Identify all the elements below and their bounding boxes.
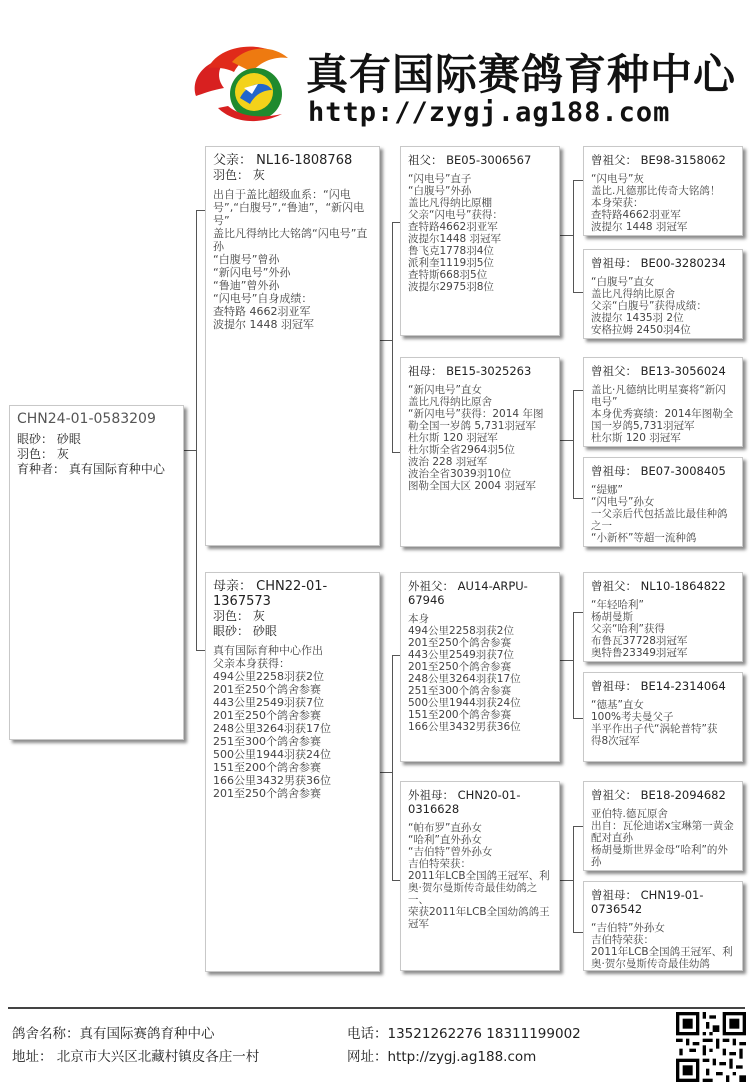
dam-eye-sign: 眼砂： 砂眼 bbox=[213, 624, 277, 638]
center-name-title: 真有国际赛鸽育种中心 bbox=[306, 50, 737, 99]
connector bbox=[392, 880, 400, 881]
grandparent-notes: 本身 494公里2258羽获2位 201至250个鸽舍参赛 443公里2549羽获7位 201至250个鸽舍参赛 248公里3264羽获17位 251至300个鸽舍参赛 500公里1944羽获24位 151至200个鸽舍参赛 166公里3432男获36位 bbox=[408, 613, 521, 733]
website-link[interactable]: 网址：http://zygj.ag188.com bbox=[347, 1049, 537, 1065]
great-grandparent-ring-number: 曾祖母： BE07-3008405 bbox=[591, 464, 726, 478]
grandparent-notes: “帕布罗”直孙女 “哈利”直外孙女 “吉伯特”曾外孙女 吉伯特荣获： 2011年LCB全国鸽王冠军、利奥·贺尔曼斯传奇最佳幼鸽之一、 荣获2011年LCB全国幼鸽鸽王冠军 bbox=[408, 822, 550, 930]
connector bbox=[392, 452, 400, 453]
grandparent-ring-number: 外祖母： CHN20-01-0316628 bbox=[408, 788, 521, 816]
great-grandparent-card bbox=[583, 357, 743, 447]
dove-logo bbox=[188, 38, 300, 128]
connector bbox=[573, 718, 583, 719]
maternal-grandsire-card bbox=[400, 572, 560, 762]
great-grandparent-card bbox=[583, 146, 743, 236]
grandparent-notes: “闪电号”直子 “白腹号”外孙 盖比凡得纳比原棚 父亲“闪电号”获得： 查特路4662羽亚军 波提尔1448 羽冠军 鲁飞克1778羽4位 派利奎1119羽5位 查特斯668羽5位 波提尔2975羽8位 bbox=[408, 173, 503, 293]
connector bbox=[573, 390, 574, 498]
connector bbox=[573, 612, 583, 613]
great-grandparent-card bbox=[583, 881, 743, 971]
connector bbox=[184, 450, 196, 451]
qr-code-icon bbox=[676, 1012, 746, 1082]
connector bbox=[573, 932, 583, 933]
connector bbox=[573, 826, 583, 827]
connector bbox=[392, 222, 400, 223]
connector bbox=[380, 340, 392, 341]
connector bbox=[560, 235, 573, 236]
phone-numbers: 电话：13521262276 18311199002 bbox=[347, 1026, 581, 1042]
website-url-heading: http://zygj.ag188.com bbox=[308, 97, 671, 128]
great-grandparent-card bbox=[583, 672, 743, 762]
loft-name: 鸽舍名称：真有国际赛鸽育种中心 bbox=[12, 1026, 215, 1042]
grandparent-ring-number: 外祖父： AU14-ARPU-67946 bbox=[408, 579, 528, 607]
sire-card bbox=[205, 146, 380, 546]
eye-sign: 眼砂： 砂眼 bbox=[17, 432, 81, 446]
dam-color: 羽色： 灰 bbox=[213, 609, 265, 623]
connector bbox=[392, 222, 393, 452]
sire-notes: 出自于盖比超级血系：“闪电号”,“白腹号”,“鲁迪”，“新闪电号” 盖比凡得纳比大铭鸽“闪电号”直孙 “白腹号”曾孙 “新闪电号”外孙 “鲁迪”曾外孙 “闪电号”自身成绩： 查特路 4662羽亚军 波提尔 1448 羽冠军 bbox=[213, 188, 368, 331]
connector bbox=[392, 655, 393, 880]
great-grandparent-card bbox=[583, 781, 743, 871]
connector bbox=[196, 650, 205, 651]
footer-divider bbox=[8, 1007, 745, 1009]
pigeon-self-card bbox=[9, 405, 184, 740]
great-grandparent-notes: “吉伯特”外孙女 吉伯特荣获： 2011年LCB全国鸽王冠军、利奥·贺尔曼斯传奇最佳幼鸽 bbox=[591, 922, 733, 970]
pigeon-ring-number: CHN24-01-0583209 bbox=[17, 411, 156, 427]
connector bbox=[560, 880, 573, 881]
connector bbox=[573, 826, 574, 932]
great-grandparent-ring-number: 曾祖父： BE98-3158062 bbox=[591, 153, 726, 167]
great-grandparent-ring-number: 曾祖父： NL10-1864822 bbox=[591, 579, 726, 593]
connector bbox=[573, 180, 574, 292]
great-grandparent-notes: “缇娜” “闪电号”孙女 一父亲后代包括盖比最佳种鸽之一 “小新杯”等超一流种鸽 bbox=[591, 484, 728, 544]
great-grandparent-notes: “闪电号”灰 盖比.凡德那比传奇大铭鸽！ 本身荣获： 查特路4662羽亚军 波提尔 1448 羽冠军 bbox=[591, 173, 721, 233]
great-grandparent-notes: 盖比·凡德纳比明星赛将“新闪电号” 本身优秀赛绩：2014年图勒全国一岁鸽5,731羽冠军 杜尔斯 120 羽冠军 bbox=[591, 384, 734, 444]
paternal-granddam-card bbox=[400, 357, 560, 547]
grandparent-ring-number: 祖母： BE15-3025263 bbox=[408, 364, 532, 378]
great-grandparent-ring-number: 曾祖父： BE13-3056024 bbox=[591, 364, 726, 378]
great-grandparent-notes: “德基”直女 100%考夫曼父子 半平作出子代“涡轮普特”获 得8次冠军 bbox=[591, 699, 718, 747]
connector bbox=[573, 390, 583, 391]
dam-ring-number: 母亲： CHN22-01-1367573 bbox=[213, 579, 328, 609]
great-grandparent-notes: “年轻哈利” 杨胡曼斯 父亲“哈利”获得 布鲁瓦37728羽冠军 奥特鲁23349羽冠军 bbox=[591, 599, 688, 659]
connector bbox=[560, 440, 573, 441]
connector bbox=[196, 210, 197, 650]
great-grandparent-notes: “白腹号”直女 盖比凡得纳比原舍 父亲“白腹号”获得成绩： 波提尔 1435羽 2位 安格拉姆 2450羽4位 bbox=[591, 276, 707, 336]
dam-card bbox=[205, 572, 380, 972]
connector bbox=[392, 655, 400, 656]
feather-color: 羽色： 灰 bbox=[17, 447, 69, 461]
connector bbox=[380, 772, 392, 773]
great-grandparent-card bbox=[583, 457, 743, 547]
great-grandparent-card bbox=[583, 572, 743, 662]
grandparent-notes: “新闪电号”直女 盖比凡得纳比原舍 “新闪电号”获得：2014 年图勒全国一岁鸽 5,731羽冠军 杜尔斯 120 羽冠军 杜尔斯全省2964羽5位 波治 228 羽冠军 波治全省3039羽10位 图勒全国大区 2004 羽冠军 bbox=[408, 384, 544, 492]
connector bbox=[560, 660, 573, 661]
great-grandparent-ring-number: 曾祖父： BE18-2094682 bbox=[591, 788, 726, 802]
dam-notes: 真有国际育种中心作出 父亲本身获得： 494公里2258羽获2位 201至250个鸽舍参赛 443公里2549羽获7位 201至250个鸽舍参赛 248公里3264羽获17位 251至300个鸽舍参赛 500公里1944羽获24位 151至200个鸽舍参赛 166公里3432男获36位 201至250个鸽舍参赛 bbox=[213, 644, 331, 800]
connector bbox=[196, 210, 205, 211]
breeder: 育种者： 真有国际育种中心 bbox=[17, 462, 165, 476]
sire-color: 羽色： 灰 bbox=[213, 168, 265, 182]
great-grandparent-ring-number: 曾祖母： BE00-3280234 bbox=[591, 256, 726, 270]
paternal-grandsire-card bbox=[400, 146, 560, 336]
sire-ring-number: 父亲： NL16-1808768 bbox=[213, 153, 353, 168]
connector bbox=[573, 498, 583, 499]
great-grandparent-ring-number: 曾祖母： CHN19-01-0736542 bbox=[591, 888, 704, 916]
great-grandparent-ring-number: 曾祖母： BE14-2314064 bbox=[591, 679, 726, 693]
connector bbox=[573, 292, 583, 293]
maternal-granddam-card bbox=[400, 781, 560, 971]
connector bbox=[573, 180, 583, 181]
connector bbox=[573, 612, 574, 718]
grandparent-ring-number: 祖父： BE05-3006567 bbox=[408, 153, 532, 167]
great-grandparent-notes: 亚伯特.德瓦原舍 出自：瓦伦迪诺x宝琳第一黄金配对直孙 杨胡曼斯世界金母“哈利”的外孙 bbox=[591, 808, 734, 868]
great-grandparent-card bbox=[583, 249, 743, 339]
address: 地址： 北京市大兴区北藏村镇皮各庄一村 bbox=[12, 1049, 260, 1065]
